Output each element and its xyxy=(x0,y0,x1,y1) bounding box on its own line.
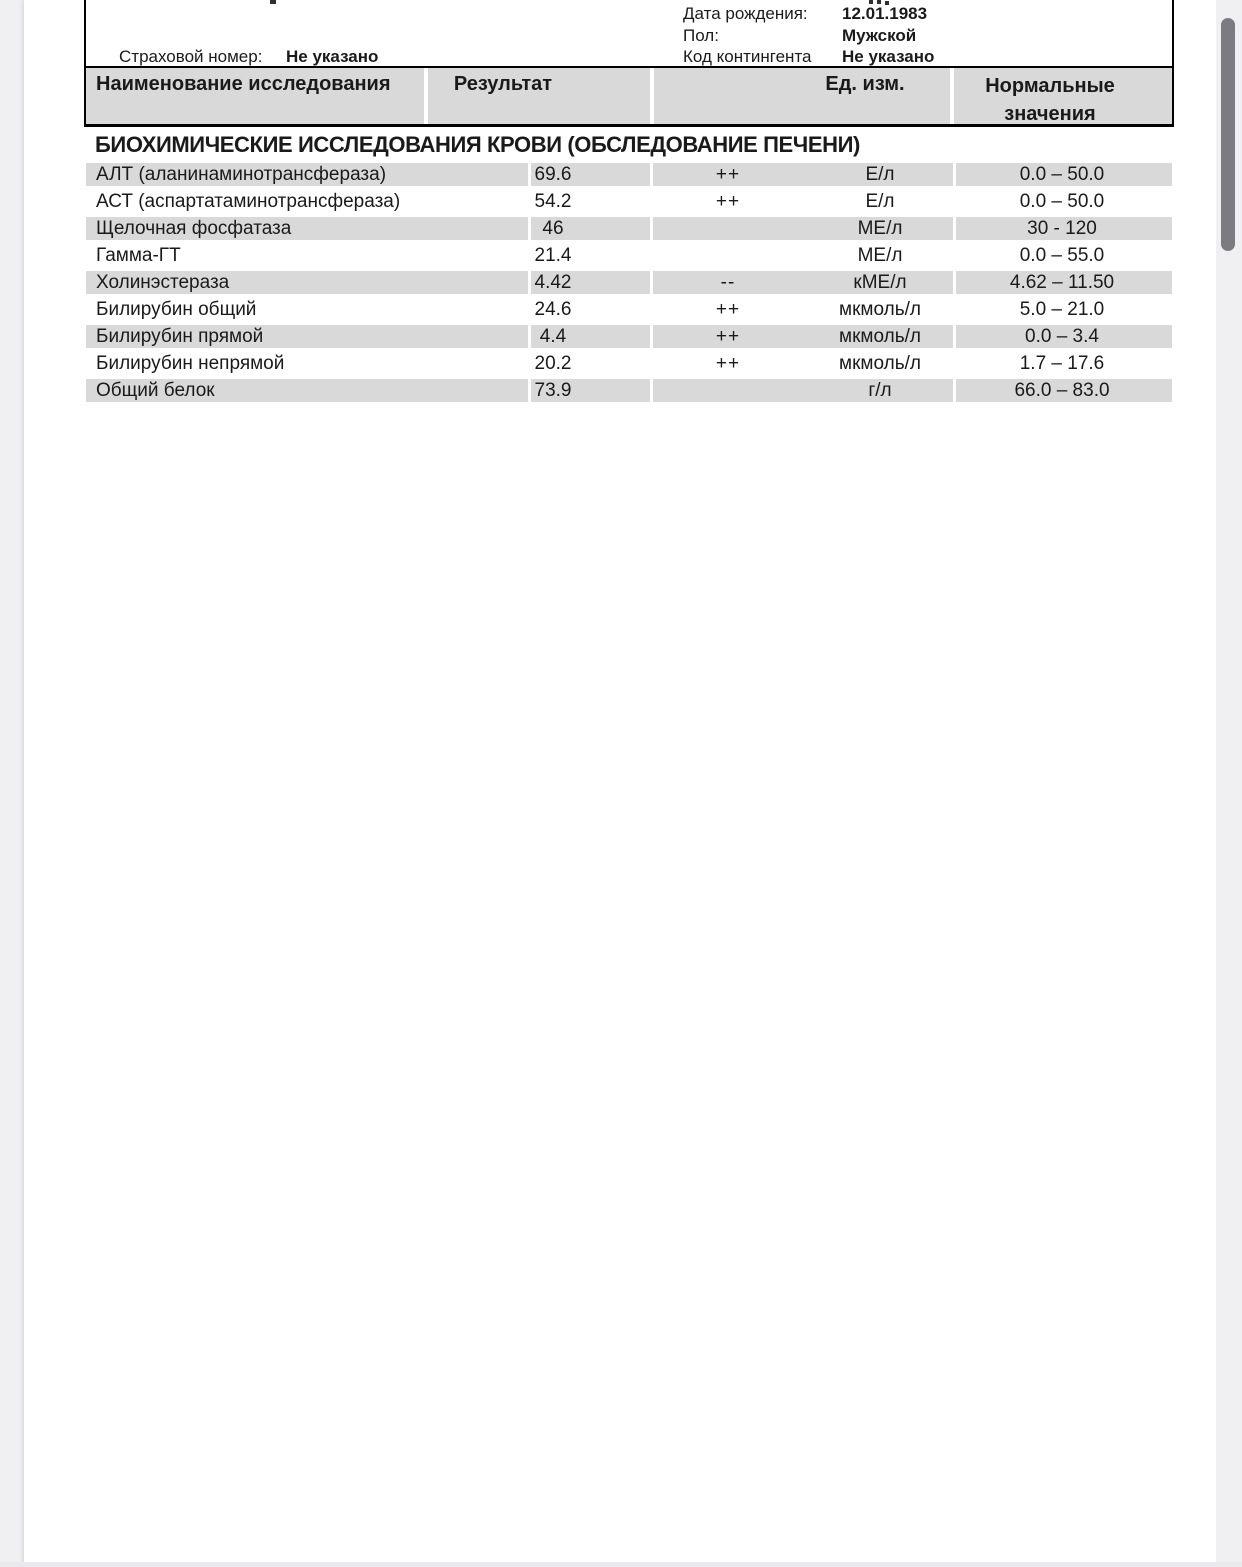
result-flag: ++ xyxy=(715,326,741,347)
normal-range: 0.0 – 50.0 xyxy=(1019,191,1105,212)
table-header-row xyxy=(86,66,1172,127)
result-flag: -- xyxy=(720,272,736,293)
table-row xyxy=(86,188,1172,215)
table-row xyxy=(86,161,1172,188)
birthdate-value: 12.01.1983 xyxy=(842,4,928,23)
result-value: 54.2 xyxy=(534,191,572,212)
table-row xyxy=(86,269,1172,296)
cell-divider xyxy=(650,325,653,348)
test-name: АСТ (аспартатаминотрансфераза) xyxy=(96,191,401,212)
contingent-code-value: Не указано xyxy=(842,47,935,66)
test-name: Гамма-ГТ xyxy=(96,245,181,266)
cell-divider xyxy=(650,217,653,240)
unit-value: мкмоль/л xyxy=(839,299,921,320)
viewer-bottom-bar xyxy=(0,1562,1242,1567)
unit-value: мкмоль/л xyxy=(839,326,921,347)
insurance-number-label: Страховой номер: xyxy=(119,47,263,66)
test-name: Общий белок xyxy=(96,380,215,401)
result-value: 46 xyxy=(542,218,564,239)
table-row xyxy=(86,215,1172,242)
header-cell-divider xyxy=(424,68,428,124)
scrollbar-thumb[interactable] xyxy=(1221,18,1235,251)
column-header-result: Результат xyxy=(453,73,553,95)
column-header-unit: Ед. изм. xyxy=(825,73,905,95)
header-cell-divider xyxy=(650,68,654,124)
column-header-normal-values xyxy=(940,72,1160,128)
test-name: Билирубин общий xyxy=(96,299,257,320)
unit-value: г/л xyxy=(868,380,892,401)
cell-divider xyxy=(650,271,653,294)
normal-range: 5.0 – 21.0 xyxy=(1019,299,1105,320)
result-flag: ++ xyxy=(715,191,741,212)
result-flag: ++ xyxy=(715,164,741,185)
patient-info-box xyxy=(84,0,1174,127)
normal-range: 66.0 – 83.0 xyxy=(1014,380,1110,401)
unit-value: МЕ/л xyxy=(857,245,903,266)
cell-divider xyxy=(650,163,653,186)
test-name: Билирубин непрямой xyxy=(96,353,285,374)
normal-range: 0.0 – 3.4 xyxy=(1025,326,1099,347)
sex-value: Мужской xyxy=(842,26,917,45)
result-value: 21.4 xyxy=(534,245,572,266)
result-flag: ++ xyxy=(715,299,741,320)
contingent-code-label: Код контингента xyxy=(683,47,812,66)
section-title: БИОХИМИЧЕСКИЕ ИССЛЕДОВАНИЯ КРОВИ (ОБСЛЕДОВАНИЕ ПЕЧЕНИ) xyxy=(95,132,860,157)
result-value: 24.6 xyxy=(534,299,572,320)
column-header-normal-line2: значения xyxy=(1004,103,1096,125)
cell-divider xyxy=(650,379,653,402)
normal-range: 1.7 – 17.6 xyxy=(1019,353,1105,374)
results-table xyxy=(86,161,1172,404)
insurance-number-value: Не указано xyxy=(286,47,379,66)
unit-value: кМЕ/л xyxy=(853,272,907,293)
table-row xyxy=(86,242,1172,269)
result-value: 69.6 xyxy=(534,164,572,185)
column-header-normal-line1: Нормальные xyxy=(985,75,1115,97)
unit-value: Е/л xyxy=(865,164,895,185)
normal-range: 0.0 – 55.0 xyxy=(1019,245,1105,266)
result-value: 4.42 xyxy=(534,272,572,293)
table-row xyxy=(86,350,1172,377)
normal-range: 30 - 120 xyxy=(1027,218,1097,239)
document-page xyxy=(24,0,1216,1567)
table-row xyxy=(86,296,1172,323)
scrollbar-track[interactable] xyxy=(1216,0,1242,1567)
result-value: 20.2 xyxy=(534,353,572,374)
test-name: Холинэстераза xyxy=(96,272,230,293)
table-row xyxy=(86,377,1172,404)
birthdate-label: Дата рождения: xyxy=(683,4,808,23)
result-value: 4.4 xyxy=(539,326,567,347)
table-row xyxy=(86,323,1172,350)
sex-label: Пол: xyxy=(683,26,719,45)
test-name: АЛТ (аланинаминотрансфераза) xyxy=(96,164,387,185)
result-flag: ++ xyxy=(715,353,741,374)
test-name: Щелочная фосфатаза xyxy=(96,218,292,239)
unit-value: МЕ/л xyxy=(857,218,903,239)
result-value: 73.9 xyxy=(534,380,572,401)
test-name: Билирубин прямой xyxy=(96,326,264,347)
column-header-test-name: Наименование исследования xyxy=(96,73,391,95)
unit-value: мкмоль/л xyxy=(839,353,921,374)
unit-value: Е/л xyxy=(865,191,895,212)
normal-range: 0.0 – 50.0 xyxy=(1019,164,1105,185)
normal-range: 4.62 – 11.50 xyxy=(1009,272,1115,293)
